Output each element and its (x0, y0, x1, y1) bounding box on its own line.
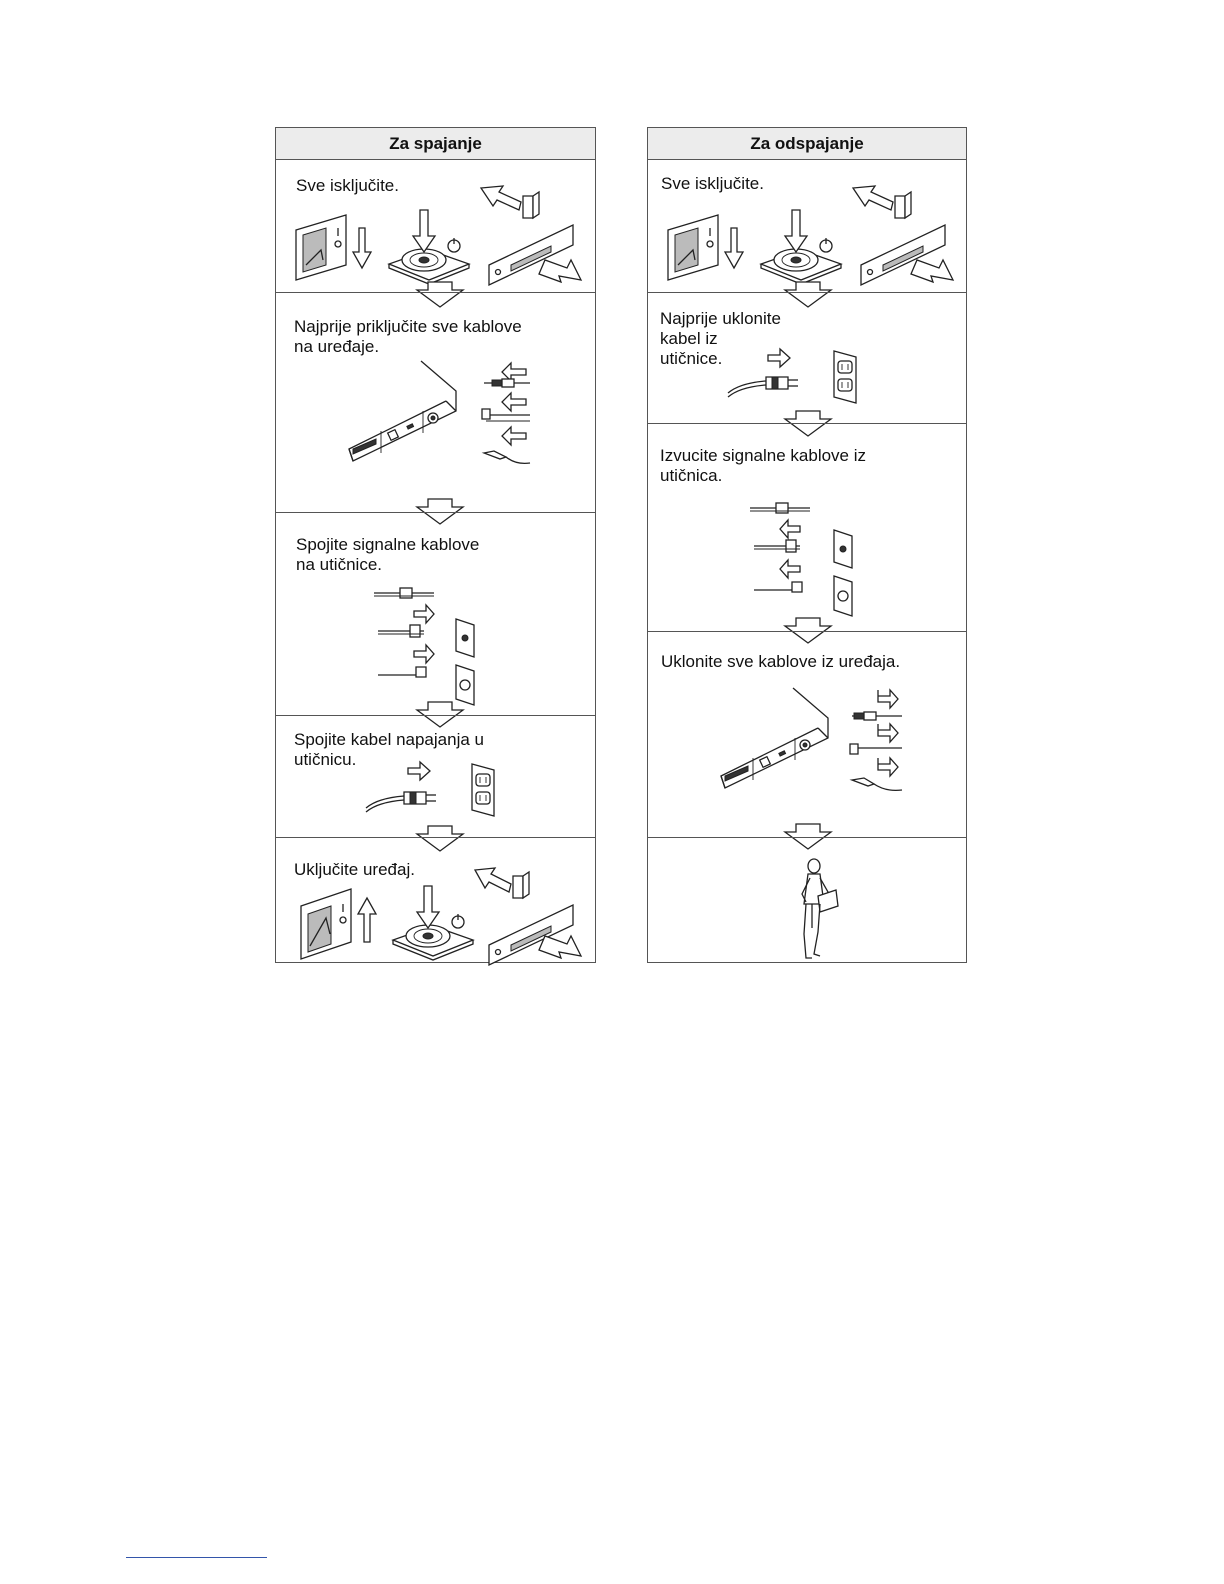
cable-connector-icon (476, 361, 536, 476)
laptop-ports-icon (341, 361, 461, 471)
disconnect-step-4 (648, 631, 966, 837)
disconnect-title: Za odspajanje (648, 128, 966, 160)
power-plug-icon (364, 758, 474, 818)
connect-panel (275, 127, 596, 963)
disconnect-step-3 (648, 423, 966, 631)
power-button-icon (384, 206, 474, 286)
wall-outlet-icon (832, 528, 856, 618)
disconnect-step-4-text: Uklonite sve kablove iz uređaja. (661, 652, 901, 671)
connect-step-2-text: Najprije priključite sve kablove na uređaje. (294, 317, 522, 356)
disconnect-step-1-text: Sve isključite. (661, 174, 764, 193)
connect-step-3-text: Spojite signalne kablove na utičnice. (296, 535, 480, 574)
power-switch-icon (291, 210, 391, 290)
disconnect-step-1 (648, 160, 966, 292)
footer-rule (126, 1557, 267, 1558)
cable-connector-icon (848, 688, 908, 803)
wall-outlet-icon (454, 617, 478, 707)
power-switch-icon (663, 210, 763, 290)
connect-step-1 (276, 160, 595, 292)
connect-step-4-text: Spojite kabel napajanja u utičnicu. (294, 730, 484, 769)
slide-switch-icon (481, 180, 591, 290)
wall-outlet-icon (832, 349, 860, 405)
wall-outlet-icon (470, 762, 498, 818)
connect-step-2 (276, 292, 595, 512)
power-switch-icon (296, 884, 396, 964)
connect-step-1-text: Sve isključite. (296, 176, 399, 195)
walking-person-icon (794, 858, 844, 962)
slide-switch-icon (481, 860, 591, 970)
disconnect-step-2 (648, 292, 966, 423)
disconnect-panel (647, 127, 967, 963)
slide-switch-icon (853, 180, 963, 290)
cable-connector-icon (750, 500, 830, 600)
laptop-ports-icon (713, 688, 833, 798)
power-button-icon (756, 206, 846, 286)
connect-title: Za spajanje (276, 128, 595, 160)
connect-step-5-text: Uključite uređaj. (294, 860, 415, 879)
connect-step-3 (276, 512, 595, 715)
connect-step-4 (276, 715, 595, 837)
disconnect-step-3-text: Izvucite signalne kablove iz utičnica. (660, 446, 867, 485)
disconnect-step-5 (648, 837, 966, 962)
cable-connector-icon (374, 585, 454, 685)
power-button-icon (388, 882, 478, 962)
disconnect-step-2-text: Najprije uklonite kabel iz utičnice. (660, 309, 781, 368)
power-plug-icon (726, 345, 826, 405)
connect-step-5 (276, 837, 595, 962)
